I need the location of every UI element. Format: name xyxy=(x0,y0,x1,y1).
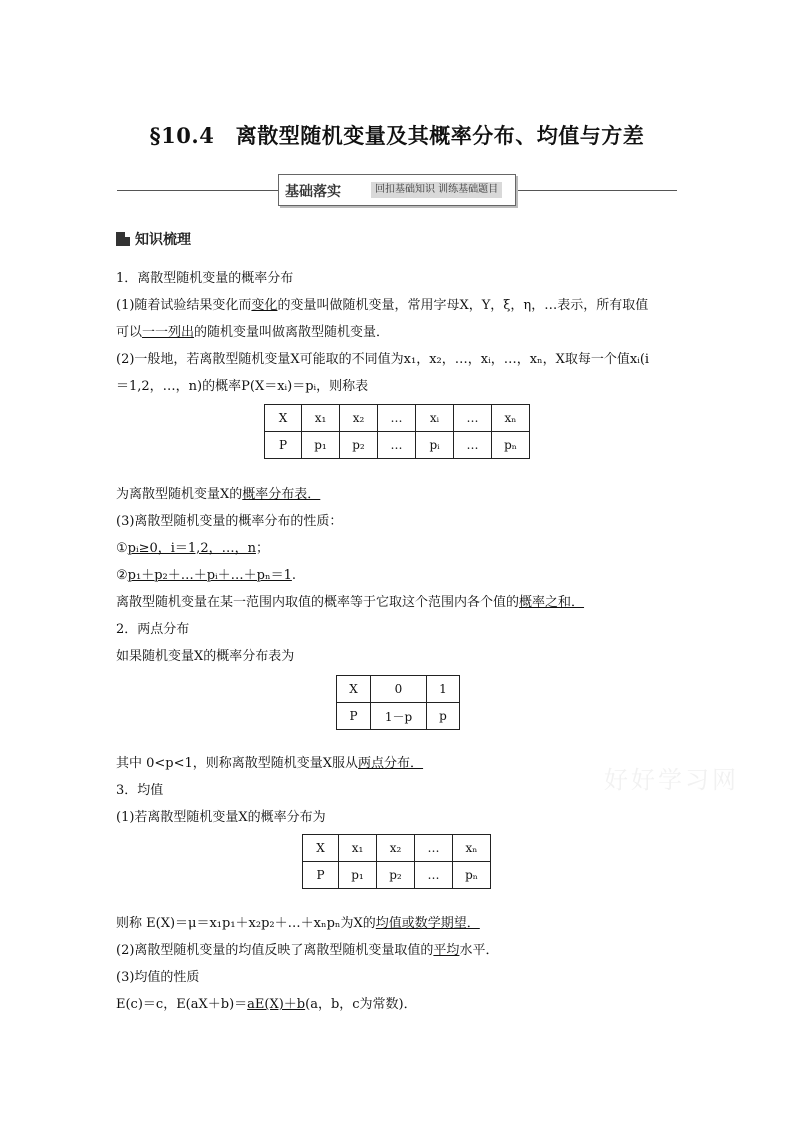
distribution-table-mean xyxy=(302,834,491,889)
table-cell: x₂ xyxy=(340,405,378,432)
heading-2: 2．两点分布 xyxy=(116,622,190,637)
text: . xyxy=(291,568,297,583)
text: 的随机变量叫做离散型随机变量． xyxy=(194,325,390,340)
property-2 xyxy=(116,568,296,584)
table-row xyxy=(303,835,491,862)
table-cell: 0 xyxy=(371,676,427,703)
paragraph-12 xyxy=(116,943,498,959)
paragraph-7 xyxy=(116,595,584,611)
table-cell: P xyxy=(337,703,371,730)
text: ② xyxy=(116,568,128,583)
table-cell: … xyxy=(454,432,492,459)
watermark: 好好学习网 xyxy=(604,766,739,794)
paragraph-2-line-2: ＝1,2，…，n)的概率P(X＝xᵢ)＝pᵢ，则称表 xyxy=(116,379,369,394)
paragraph-13: (3)均值的性质 xyxy=(116,970,200,985)
table-cell: X xyxy=(265,405,302,432)
section-heading-label: 知识梳理 xyxy=(135,232,191,248)
table-cell: 1 xyxy=(427,676,460,703)
table-row xyxy=(265,405,530,432)
blank-answer: 均值或数学期望． xyxy=(375,916,480,931)
table-cell: P xyxy=(303,862,339,889)
text: 水平． xyxy=(459,943,499,958)
table-cell: … xyxy=(415,862,453,889)
paragraph-4: (3)离散型随机变量的概率分布的性质： xyxy=(116,514,343,529)
paragraph-8: 如果随机变量X的概率分布表为 xyxy=(116,649,295,664)
section-heading xyxy=(116,229,191,249)
paragraph-1-line-2 xyxy=(116,325,389,341)
blank-answer: 变化 xyxy=(251,298,278,313)
paragraph-11 xyxy=(116,916,480,932)
text: E(c)＝c，E(aX＋b)＝ xyxy=(116,997,248,1012)
heading-3: 3．均值 xyxy=(116,783,164,798)
paragraph-3 xyxy=(116,487,320,503)
paragraph-2-line-1: (2)一般地，若离散型随机变量X可能取的不同值为x₁，x₂，…，xᵢ，…，xₙ，X取每一个值xᵢ(i xyxy=(116,352,650,367)
paragraph-10: (1)若离散型随机变量X的概率分布为 xyxy=(116,810,326,825)
blank-answer: 平均 xyxy=(433,943,460,958)
text: 离散型随机变量在某一范围内取值的概率等于它取这个范围内各个值的 xyxy=(116,595,520,610)
page-title: §10.4 离散型随机变量及其概率分布、均值与方差 xyxy=(149,123,645,148)
banner-title: 基础落实 xyxy=(285,184,341,200)
table-cell: p₁ xyxy=(339,862,377,889)
text: 为离散型随机变量X的 xyxy=(116,487,243,502)
table-cell: pₙ xyxy=(492,432,530,459)
text: 可以 xyxy=(116,325,143,340)
distribution-table-general xyxy=(264,404,530,459)
banner-rule-right xyxy=(517,190,677,191)
table-row xyxy=(303,862,491,889)
banner-rule-left xyxy=(117,190,278,191)
text: 的变量叫做随机变量，常用字母X，Y，ξ，η，…表示，所有取值 xyxy=(277,298,649,313)
text: (1)随着试验结果变化而 xyxy=(116,298,252,313)
text: (a，b，c为常数)． xyxy=(305,997,417,1012)
text: (2)离散型随机变量的均值反映了离散型随机变量取值的 xyxy=(116,943,434,958)
table-cell: 1－p xyxy=(371,703,427,730)
table-cell: p₂ xyxy=(377,862,415,889)
distribution-table-two-point xyxy=(336,675,460,730)
paragraph-1-line-1 xyxy=(116,298,648,314)
table-cell: … xyxy=(415,835,453,862)
blank-answer: pᵢ≥0，i＝1,2，…，n xyxy=(127,541,256,556)
table-cell: xᵢ xyxy=(416,405,454,432)
table-cell: … xyxy=(454,405,492,432)
property-1 xyxy=(116,541,269,557)
blank-answer: 两点分布． xyxy=(358,756,424,771)
blank-answer: 一一列出 xyxy=(142,325,195,340)
table-cell: X xyxy=(303,835,339,862)
paragraph-14 xyxy=(116,997,417,1013)
table-cell: … xyxy=(378,405,416,432)
table-cell: xₙ xyxy=(453,835,491,862)
table-row xyxy=(337,676,460,703)
table-cell: p₁ xyxy=(302,432,340,459)
table-cell: X xyxy=(337,676,371,703)
table-cell: P xyxy=(265,432,302,459)
table-cell: pᵢ xyxy=(416,432,454,459)
table-cell: x₁ xyxy=(339,835,377,862)
text: 则称 E(X)＝μ＝x₁p₁＋x₂p₂＋…＋xₙpₙ为X的 xyxy=(116,916,376,931)
paragraph-9 xyxy=(116,756,423,772)
table-cell: x₂ xyxy=(377,835,415,862)
table-cell: p₂ xyxy=(340,432,378,459)
table-cell: xₙ xyxy=(492,405,530,432)
table-row xyxy=(265,432,530,459)
section-banner xyxy=(278,174,516,206)
table-cell: … xyxy=(378,432,416,459)
table-cell: x₁ xyxy=(302,405,340,432)
blank-answer: 概率分布表． xyxy=(242,487,321,502)
square-bullet-icon xyxy=(116,232,130,246)
table-cell: p xyxy=(427,703,460,730)
text: 其中 0<p<1，则称离散型随机变量X服从 xyxy=(116,756,359,771)
blank-answer: p₁＋p₂＋…＋pᵢ＋…＋pₙ＝1 xyxy=(127,568,292,583)
heading-1: 1．离散型随机变量的概率分布 xyxy=(116,271,294,286)
table-row xyxy=(337,703,460,730)
blank-answer: 概率之和． xyxy=(519,595,585,610)
banner-subtitle: 回扣基础知识 训练基础题目 xyxy=(371,182,502,198)
table-cell: pₙ xyxy=(453,862,491,889)
blank-answer: aE(X)＋b xyxy=(247,997,306,1012)
text: ① xyxy=(116,541,128,556)
text: ； xyxy=(255,541,269,556)
